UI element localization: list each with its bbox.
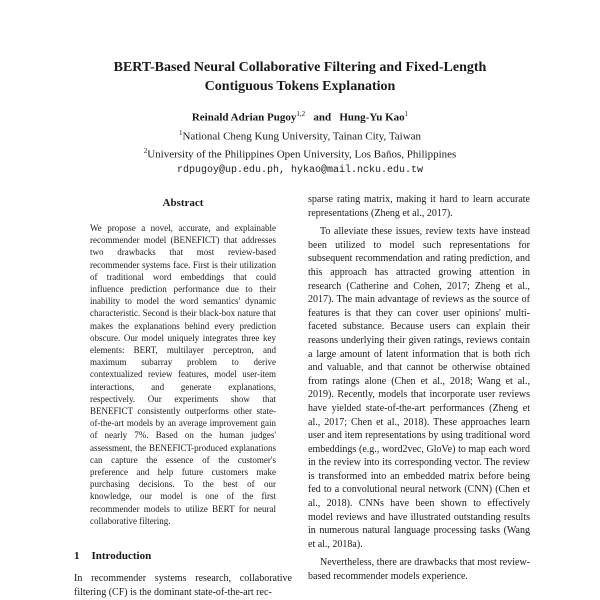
- abstract-heading: Abstract: [162, 197, 204, 209]
- author-line: [60, 107, 540, 126]
- abstract-body: We propose a novel, accurate, and explainable recommender model (BENEFICT) that addresses two drawbacks that most review-based recommender systems face. First is their utilization of traditional word embeddings that could influence prediction performance due to their inability to model the word semantics' dynamic characteristic. Second is their black-box nature that makes the explanations behind every prediction obscure. Our model uniquely integrates three key elements: BERT, multilayer perceptron, and maximum subarray problem to derive contextualized review features, model user-item interactions, and generate explanations, respectively. Our experiments show that BENEFICT consistently outperforms other state-of-the-art models by an average improvement gain of nearly 7%. Based on the human judges' assessment, the BENEFICT-produced explanations can capture the essence of the customer's preference and help future customers make purchasing decisions. To the best of our knowledge, our model is one of the first recommender models to utilize BERT for neural collaborative filtering.: [90, 223, 276, 526]
- affiliation-2: [60, 144, 540, 163]
- affiliation-1: [60, 126, 540, 145]
- introduction-body: In recommender systems research, collaborative filtering (CF) is the dominant state-of-the-art rec-: [74, 573, 292, 598]
- title-line-1: BERT-Based Neural Collaborative Filtering and Fixed-Length: [113, 60, 487, 75]
- right-column-paragraph-3: Nevertheless, there are drawbacks that most review-based recommender models experience.: [308, 557, 530, 583]
- author-emails: rdpugoy@up.edu.ph, hykao@mail.ncku.edu.tw: [176, 164, 424, 176]
- paper-title: [60, 58, 540, 96]
- author-1-affil-mark: 1,2: [296, 110, 306, 118]
- right-column: [308, 193, 530, 584]
- section-1-number: 1: [74, 550, 80, 562]
- title-line-2: Contiguous Tokens Explanation: [204, 79, 396, 94]
- author-1-name: Reinald Adrian Pugoy: [191, 111, 297, 124]
- section-1-heading: [74, 550, 151, 562]
- author-conjunction: and: [313, 111, 332, 124]
- affiliation-1-text: National Cheng Kung University, Tainan City, Taiwan: [182, 130, 422, 143]
- author-2-affil-mark: 1: [404, 110, 409, 118]
- affiliation-2-text: University of the Philippines Open University, Los Baños, Philippines: [147, 148, 457, 161]
- right-column-paragraph-1: sparse rating matrix, making it hard to learn accurate representations (Zheng et al., 2017).: [308, 194, 530, 219]
- author-2-name: Hung-Yu Kao: [339, 111, 405, 124]
- affiliation-2-mark: 2: [143, 147, 148, 156]
- right-column-paragraph-2: To alleviate these issues, review texts have instead been utilized to model such representations for subsequent recommendation and rating prediction, and this approach has attracted growing attention in research (Catherine and Cohen, 2017; Zheng et al., 2017). The main advantage of reviews as the source of features is that they can cover user opinions' multi-faceted substance. Because users can explain their reasons underlying their given ratings, reviews contain a large amount of latent information that is both rich and valuable, and that cannot be otherwise obtained from ratings alone (Chen et al., 2018; Wang et al., 2019). Recently, models that incorporate user reviews have yielded state-of-the-art performances (Zheng et al., 2017; Chen et al., 2018). These approaches learn user and item representations by using traditional word embeddings (e.g., word2vec, GloVe) to map each word in the review into its corresponding vector. The review is transformed into an embedded matrix before being fed to a convolutional neural network (CNN) (Chen et al., 2018). CNNs have been shown to effectively model reviews and have illustrated outstanding results in numerous natural language processing tasks (Wang et al., 2018a).: [308, 226, 530, 550]
- affiliation-1-mark: 1: [178, 128, 183, 137]
- section-1-title: Introduction: [91, 550, 152, 562]
- author-block: [60, 107, 540, 178]
